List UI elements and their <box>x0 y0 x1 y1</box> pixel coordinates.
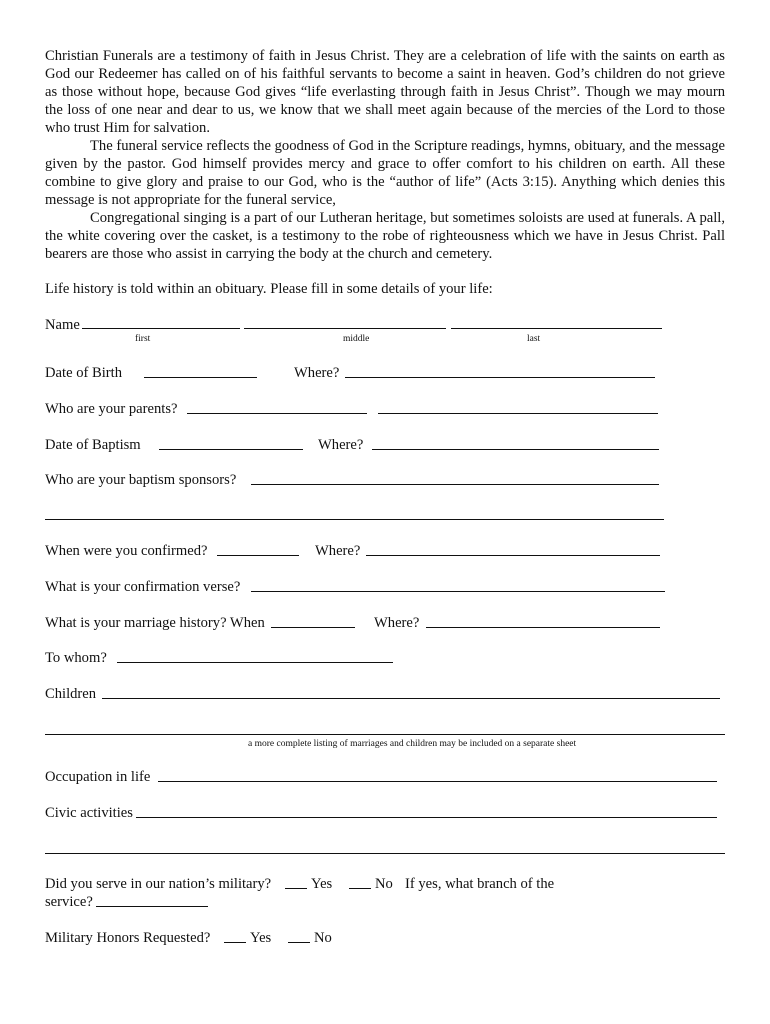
military-yes-label: Yes <box>311 876 333 892</box>
marriage-when-field[interactable] <box>271 627 355 628</box>
whom-field[interactable] <box>117 662 393 663</box>
last-caption: last <box>527 334 541 344</box>
first-name-field[interactable] <box>82 328 240 329</box>
baptism-label: Date of Baptism <box>45 437 141 453</box>
confirmed-label: When were you confirmed? <box>45 543 208 559</box>
military-label: Did you serve in our nation’s military? <box>45 876 272 892</box>
parent-2-field[interactable] <box>378 413 658 414</box>
baptism-where-label: Where? <box>318 437 364 453</box>
middle-name-field[interactable] <box>244 328 446 329</box>
verse-field[interactable] <box>251 591 665 592</box>
military-no-field[interactable] <box>349 888 371 889</box>
sponsors-field-line-2[interactable] <box>45 519 664 520</box>
honors-no-field[interactable] <box>288 942 310 943</box>
confirmed-where-field[interactable] <box>366 555 660 556</box>
service-branch-field[interactable] <box>96 906 208 907</box>
name-label: Name <box>45 317 80 333</box>
last-name-field[interactable] <box>451 328 662 329</box>
birth-where-field[interactable] <box>345 377 655 378</box>
children-field-line-2[interactable] <box>45 734 725 735</box>
birth-where-label: Where? <box>294 365 340 381</box>
honors-no-label: No <box>314 930 332 946</box>
marriage-where-label: Where? <box>374 615 420 631</box>
intro-text <box>45 47 725 263</box>
confirmed-date-field[interactable] <box>217 555 299 556</box>
children-field[interactable] <box>102 698 720 699</box>
occupation-field[interactable] <box>158 781 717 782</box>
confirmed-where-label: Where? <box>315 543 361 559</box>
marriage-where-field[interactable] <box>426 627 660 628</box>
dob-label: Date of Birth <box>45 365 123 381</box>
service-label: service? <box>45 894 93 910</box>
occupation-label: Occupation in life <box>45 769 151 785</box>
verse-label: What is your confirmation verse? <box>45 579 241 595</box>
honors-yes-field[interactable] <box>224 942 246 943</box>
military-yes-field[interactable] <box>285 888 307 889</box>
first-caption: first <box>135 334 151 344</box>
parents-label: Who are your parents? <box>45 401 178 417</box>
military-no-label: No <box>375 876 393 892</box>
branch-label: If yes, what branch of the <box>405 876 555 892</box>
baptism-where-field[interactable] <box>372 449 659 450</box>
parent-1-field[interactable] <box>187 413 367 414</box>
dob-field[interactable] <box>144 377 257 378</box>
intro-paragraph-3: Congregational singing is a part of our Lutheran heritage, but sometimes soloists are used at funerals. A pall, the white covering over the casket, is a testimony to the robe of righteousness which we have in Jesus Christ. Pall bearers are those who assist in carrying the body at the church and cemetery. <box>45 210 725 262</box>
intro-paragraph-2: The funeral service reflects the goodness of God in the Scripture readings, hymns, obituary, and the message given by the pastor. God himself provides mercy and grace to offer comfort to his children on earth. All these combine to give glory and praise to our God, who is the “author of life” (Acts 3:15). Anything which denies this message is not appropriate for the funeral service, <box>45 138 725 208</box>
civic-field-line-2[interactable] <box>45 853 725 854</box>
sponsors-label: Who are your baptism sponsors? <box>45 472 237 488</box>
baptism-date-field[interactable] <box>159 449 303 450</box>
whom-label: To whom? <box>45 650 107 666</box>
civic-label: Civic activities <box>45 805 133 821</box>
honors-label: Military Honors Requested? <box>45 930 211 946</box>
marriage-label: What is your marriage history? When <box>45 615 265 631</box>
separate-sheet-note: a more complete listing of marriages and children may be included on a separate sheet <box>248 739 577 749</box>
intro-paragraph-1: Christian Funerals are a testimony of faith in Jesus Christ. They are a celebration of life with the saints on earth as God our Redeemer has called on of his faithful servants to become a saint in heaven. God’s children do not grieve as those without hope, because God gives “life everlasting through faith in Jesus Christ”. Though we may mourn the loss of one near and dear to us, we know that we shall meet again because of the mercies of the Lord to those who trust Him for salvation. <box>45 48 725 136</box>
sponsors-field[interactable] <box>251 484 659 485</box>
children-label: Children <box>45 686 97 702</box>
form-lead: Life history is told within an obituary. Please fill in some details of your life: <box>45 281 493 297</box>
middle-caption: middle <box>343 334 370 344</box>
honors-yes-label: Yes <box>250 930 272 946</box>
civic-field[interactable] <box>136 817 717 818</box>
